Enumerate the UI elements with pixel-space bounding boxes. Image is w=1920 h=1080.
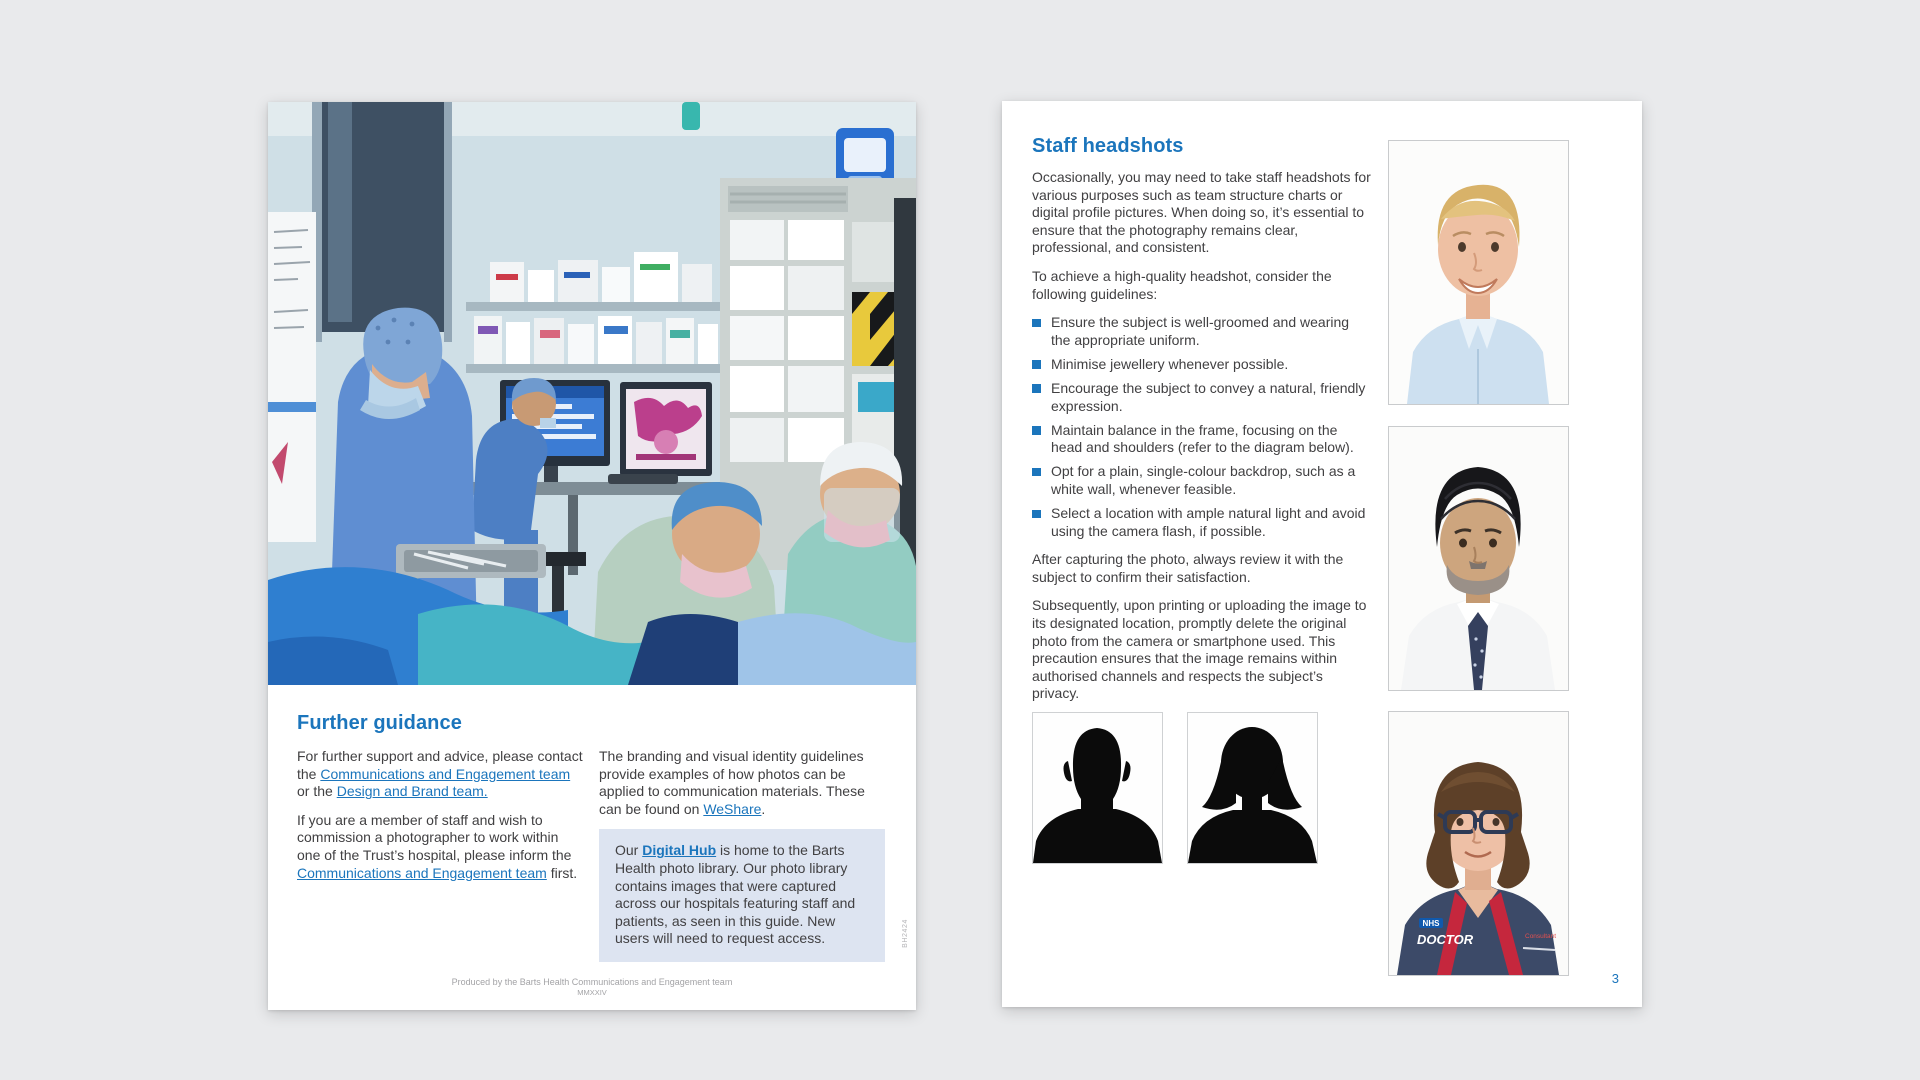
guideline-item [1032,463,1372,498]
operating-theatre-photo [268,102,916,685]
paragraph-branding [599,748,885,818]
page-footer [268,976,916,998]
text-run: Our [615,842,643,859]
headshot-examples-column [1388,140,1569,997]
left-page-body [268,685,916,962]
right-column [599,748,885,962]
headshot-photo-blonde-woman [1388,140,1569,405]
guideline-text: Opt for a plain, single-colour backdrop, such as a white wall, whenever feasible. [1051,463,1356,497]
text-run: The branding and visual identity guidelines provide examples of how photos can be applied to communication materials. These can be found on [599,748,865,817]
doctor-scrubs-text: DOCTOR [1417,932,1474,947]
headshot-illustration-2 [1389,427,1568,690]
text-run: For further support and advice, please contact the [297,748,583,782]
guidelines-list [1032,314,1372,540]
link-communications-engagement-team-2[interactable]: Communications and Engagement team [297,864,547,881]
operating-theatre-illustration [268,102,916,685]
link-weshare[interactable]: WeShare [703,800,762,817]
link-communications-engagement-team[interactable]: Communications and Engagement team [320,765,571,782]
headshot-framing-diagrams [1032,712,1318,864]
female-silhouette-icon [1188,713,1317,863]
headshot-illustration-3 [1389,712,1568,975]
text-run: first. [546,864,578,881]
staff-headshots-section [1032,135,1372,714]
male-silhouette-icon [1033,713,1162,863]
paragraph-support [297,748,583,801]
digital-hub-info-box [599,829,885,962]
paragraph-digital-hub [615,842,870,948]
after-paragraph-2: Subsequently, upon printing or uploading the image to its designated location, promptly delete the original photo from the camera or smartphone used. This precaution ensures that the image remains within authorised channels and respects the subject’s privacy. [1032,597,1367,702]
link-digital-hub[interactable]: Digital Hub [642,842,717,859]
staff-headshots-heading: Staff headshots [1032,135,1184,157]
document-reference-code: BH2424 [902,919,909,948]
headshot-photo-man-turban [1388,426,1569,691]
guideline-text: Select a location with ample natural light and avoid using the camera flash, if possible. [1051,505,1366,539]
female-silhouette-placeholder [1187,712,1318,864]
headshot-photo-woman-glasses [1388,711,1569,976]
intro-paragraph-1: Occasionally, you may need to take staff headshots for various purposes such as team structure charts or digital profile pictures. When doing so, it’s essential to ensure that the photography remains clear, professional, and consistent. [1032,169,1371,256]
document-page-right [1002,101,1642,1007]
link-design-brand-team[interactable]: Design and Brand team. [336,783,488,800]
guideline-item [1032,380,1372,415]
guideline-text: Minimise jewellery whenever possible. [1051,355,1289,372]
page-number: 3 [1611,971,1619,986]
left-column [297,748,583,962]
footer-year: MMXXIV [577,988,607,997]
paragraph-commission [297,812,583,882]
guideline-item [1032,356,1372,374]
text-run: . [761,800,766,817]
text-run: is home to the Barts Health photo library. Our photo library contains images that were captured across our hospitals featuring staff and patients, as seen in this guide. New users will need to request access. [615,842,856,947]
guideline-item [1032,422,1372,457]
guideline-text: Encourage the subject to convey a natural, friendly expression. [1051,379,1366,414]
consultant-scrubs-text: Consultant [1525,933,1557,940]
guideline-text: Ensure the subject is well-groomed and wearing the appropriate uniform. [1051,314,1350,348]
nhs-logo-text: NHS [1422,919,1440,928]
guideline-item [1032,314,1372,349]
further-guidance-heading: Further guidance [297,712,462,734]
guideline-item [1032,505,1372,540]
after-paragraph-1: After capturing the photo, always review it with the subject to confirm their satisfaction. [1032,551,1344,585]
guideline-text: Maintain balance in the frame, focusing on the head and shoulders (refer to the diagram below). [1051,421,1354,456]
male-silhouette-placeholder [1032,712,1163,864]
intro-paragraph-2: To achieve a high-quality headshot, consider the following guidelines: [1032,267,1332,302]
headshot-illustration-1 [1389,141,1568,404]
document-page-left [268,102,916,1010]
footer-credit: Produced by the Barts Health Communications and Engagement team [451,977,733,987]
text-run: If you are a member of staff and wish to commission a photographer to work within one of the Trust’s hospital, please inform the [297,811,572,863]
text-run: or the [297,783,337,800]
